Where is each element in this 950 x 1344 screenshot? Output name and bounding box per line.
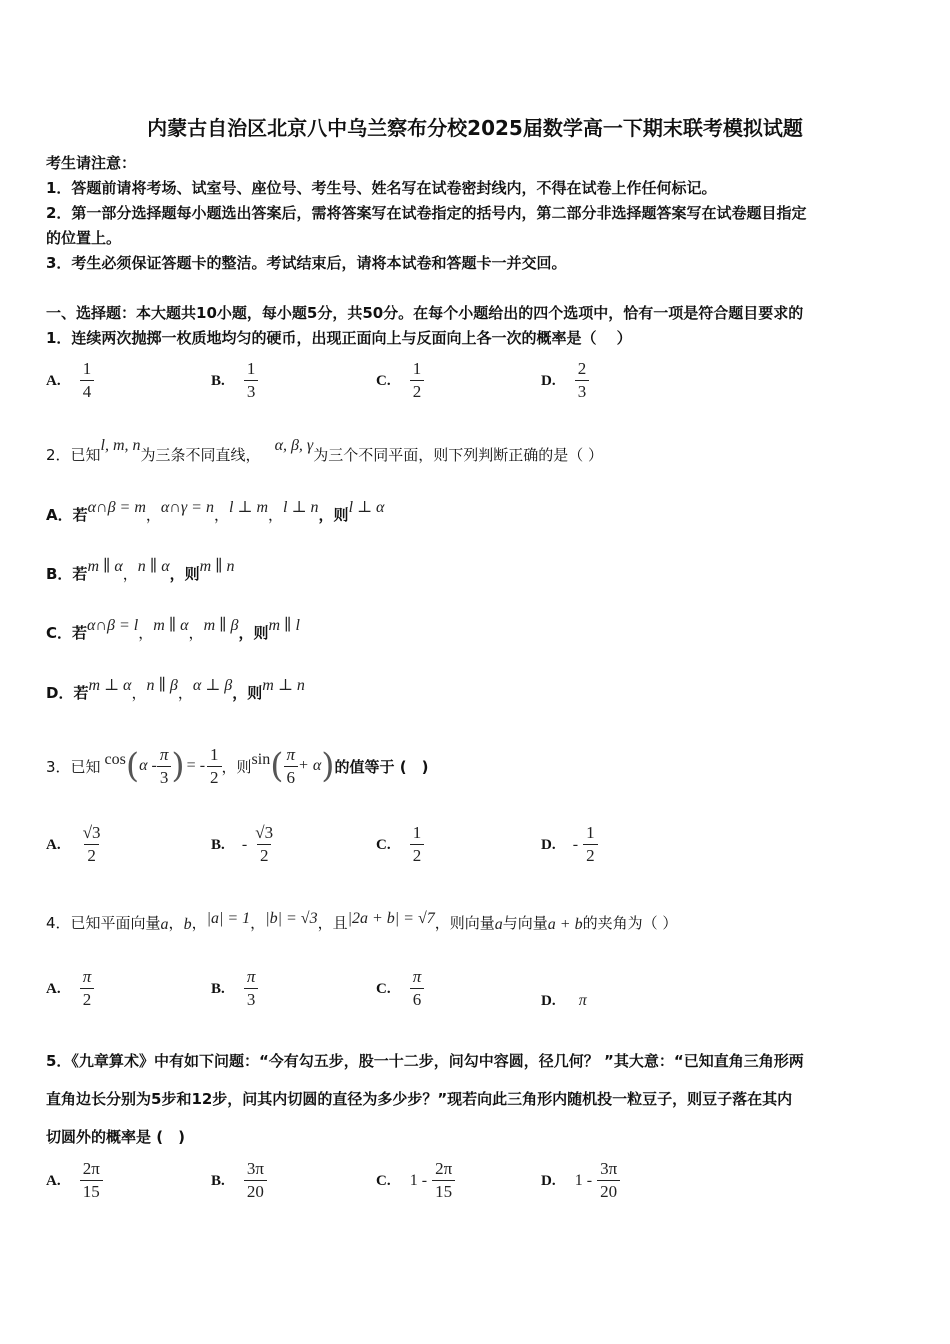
notice-heading: 考生请注意： <box>46 154 137 172</box>
fraction: $\frac{1}{3}$ <box>244 358 259 403</box>
section-heading: 一、选择题：本大题共10小题，每小题5分，共50分。在每个小题给出的四个选项中，恰有一项是符合题目要求的 <box>46 304 804 322</box>
q3-option-c[interactable]: C. $\frac{1}{2}$ <box>376 822 424 867</box>
question-1-text: 1．连续两次抛掷一枚质地均匀的硬币，出现正面向上与反面向上各一次的概率是（ ） <box>46 329 632 347</box>
q5-option-a[interactable]: A. $\frac{2\pi}{15}$ <box>46 1158 103 1203</box>
question-5-line-2: 直角边长分别为5步和12步，问其内切圆的直径为多少步？”现若向此三角形内随机投一粒豆子，则豆子落在其内 <box>46 1090 793 1108</box>
q2-option-c[interactable]: C．若α∩β = l，m ∥ α，m ∥ β，则m ∥ l <box>46 617 300 642</box>
notice-item-2a: 2．第一部分选择题每小题选出答案后，需将答案写在试卷指定的括号内，第二部分非选择题答案写在试卷题目指定 <box>46 204 807 222</box>
option-label: B. <box>211 373 225 389</box>
q1-option-a[interactable] <box>46 358 94 403</box>
q5-option-d[interactable]: D. 1 - $\frac{3\pi}{20}$ <box>541 1158 620 1203</box>
q2-option-a[interactable]: A．若α∩β = m，α∩γ = n，l ⊥ m，l ⊥ n，则l ⊥ α <box>46 499 385 524</box>
q4-option-c[interactable]: C. $\frac{\pi}{6}$ <box>376 966 424 1011</box>
notice-item-1: 1．答题前请将考场、试室号、座位号、考生号、姓名写在试卷密封线内，不得在试卷上作任何标记。 <box>46 179 717 197</box>
question-2-text: 2．已知l, m, n为三条不同直线，α, β, γ为三个不同平面，则下列判断正确的是（ ） <box>46 437 604 464</box>
q2-option-d[interactable]: D．若m ⊥ α，n ∥ β，α ⊥ β，则m ⊥ n <box>46 677 305 702</box>
q1-option-d[interactable] <box>541 358 589 403</box>
q1-option-b[interactable] <box>211 358 258 403</box>
notice-item-2b: 的位置上。 <box>46 229 122 247</box>
q5-option-c[interactable]: C. 1 - $\frac{2\pi}{15}$ <box>376 1158 455 1203</box>
question-5-line-3: 切圆外的概率是 ( ) <box>46 1128 185 1146</box>
fraction: $\frac{1}{2}$ <box>410 358 425 403</box>
question-3-text: 3．已知 cos ( α - $\frac{\pi}{3}$ ) = - $\frac{1}{2}$ ，则 sin ( $\frac{\pi}{6}$ + α ) 的值等于 ( ) <box>46 744 429 787</box>
fraction: $\frac{1}{4}$ <box>80 358 95 403</box>
q4-option-d[interactable]: D. π <box>541 992 587 1009</box>
option-label: A. <box>46 373 61 389</box>
question-4-text: 4．已知平面向量 a ， b ， |a| = 1 ， |b| = √3 ，且 |2a + b| = √7 ，则向量 a 与向量 a + b 的夹角为（ ） <box>46 909 678 933</box>
q4-option-a[interactable]: A. $\frac{\pi}{2}$ <box>46 966 94 1011</box>
page-title: 内蒙古自治区北京八中乌兰察布分校2025届数学高一下期末联考模拟试题 <box>147 116 803 140</box>
q1-option-c[interactable] <box>376 358 424 403</box>
q5-option-b[interactable]: B. $\frac{3\pi}{20}$ <box>211 1158 267 1203</box>
option-label: D. <box>541 373 556 389</box>
notice-item-3: 3．考生必须保证答题卡的整洁。考试结束后，请将本试卷和答题卡一并交回。 <box>46 254 567 272</box>
q2-option-b[interactable]: B．若m ∥ α，n ∥ α，则m ∥ n <box>46 558 235 583</box>
q4-option-b[interactable]: B. $\frac{\pi}{3}$ <box>211 966 258 1011</box>
q3-option-d[interactable]: D. - $\frac{1}{2}$ <box>541 822 598 867</box>
q3-option-b[interactable]: B. - $\frac{√3}{2}$ <box>211 823 274 865</box>
fraction: $\frac{2}{3}$ <box>575 358 590 403</box>
option-label: C. <box>376 373 391 389</box>
q3-option-a[interactable]: A. $\frac{√3}{2}$ <box>46 823 101 865</box>
question-5-line-1: 5．《九章算术》中有如下问题：“今有勾五步，股一十二步，问勾中容圆，径几何？ ”其大意：“已知直角三角形两 <box>46 1052 804 1070</box>
